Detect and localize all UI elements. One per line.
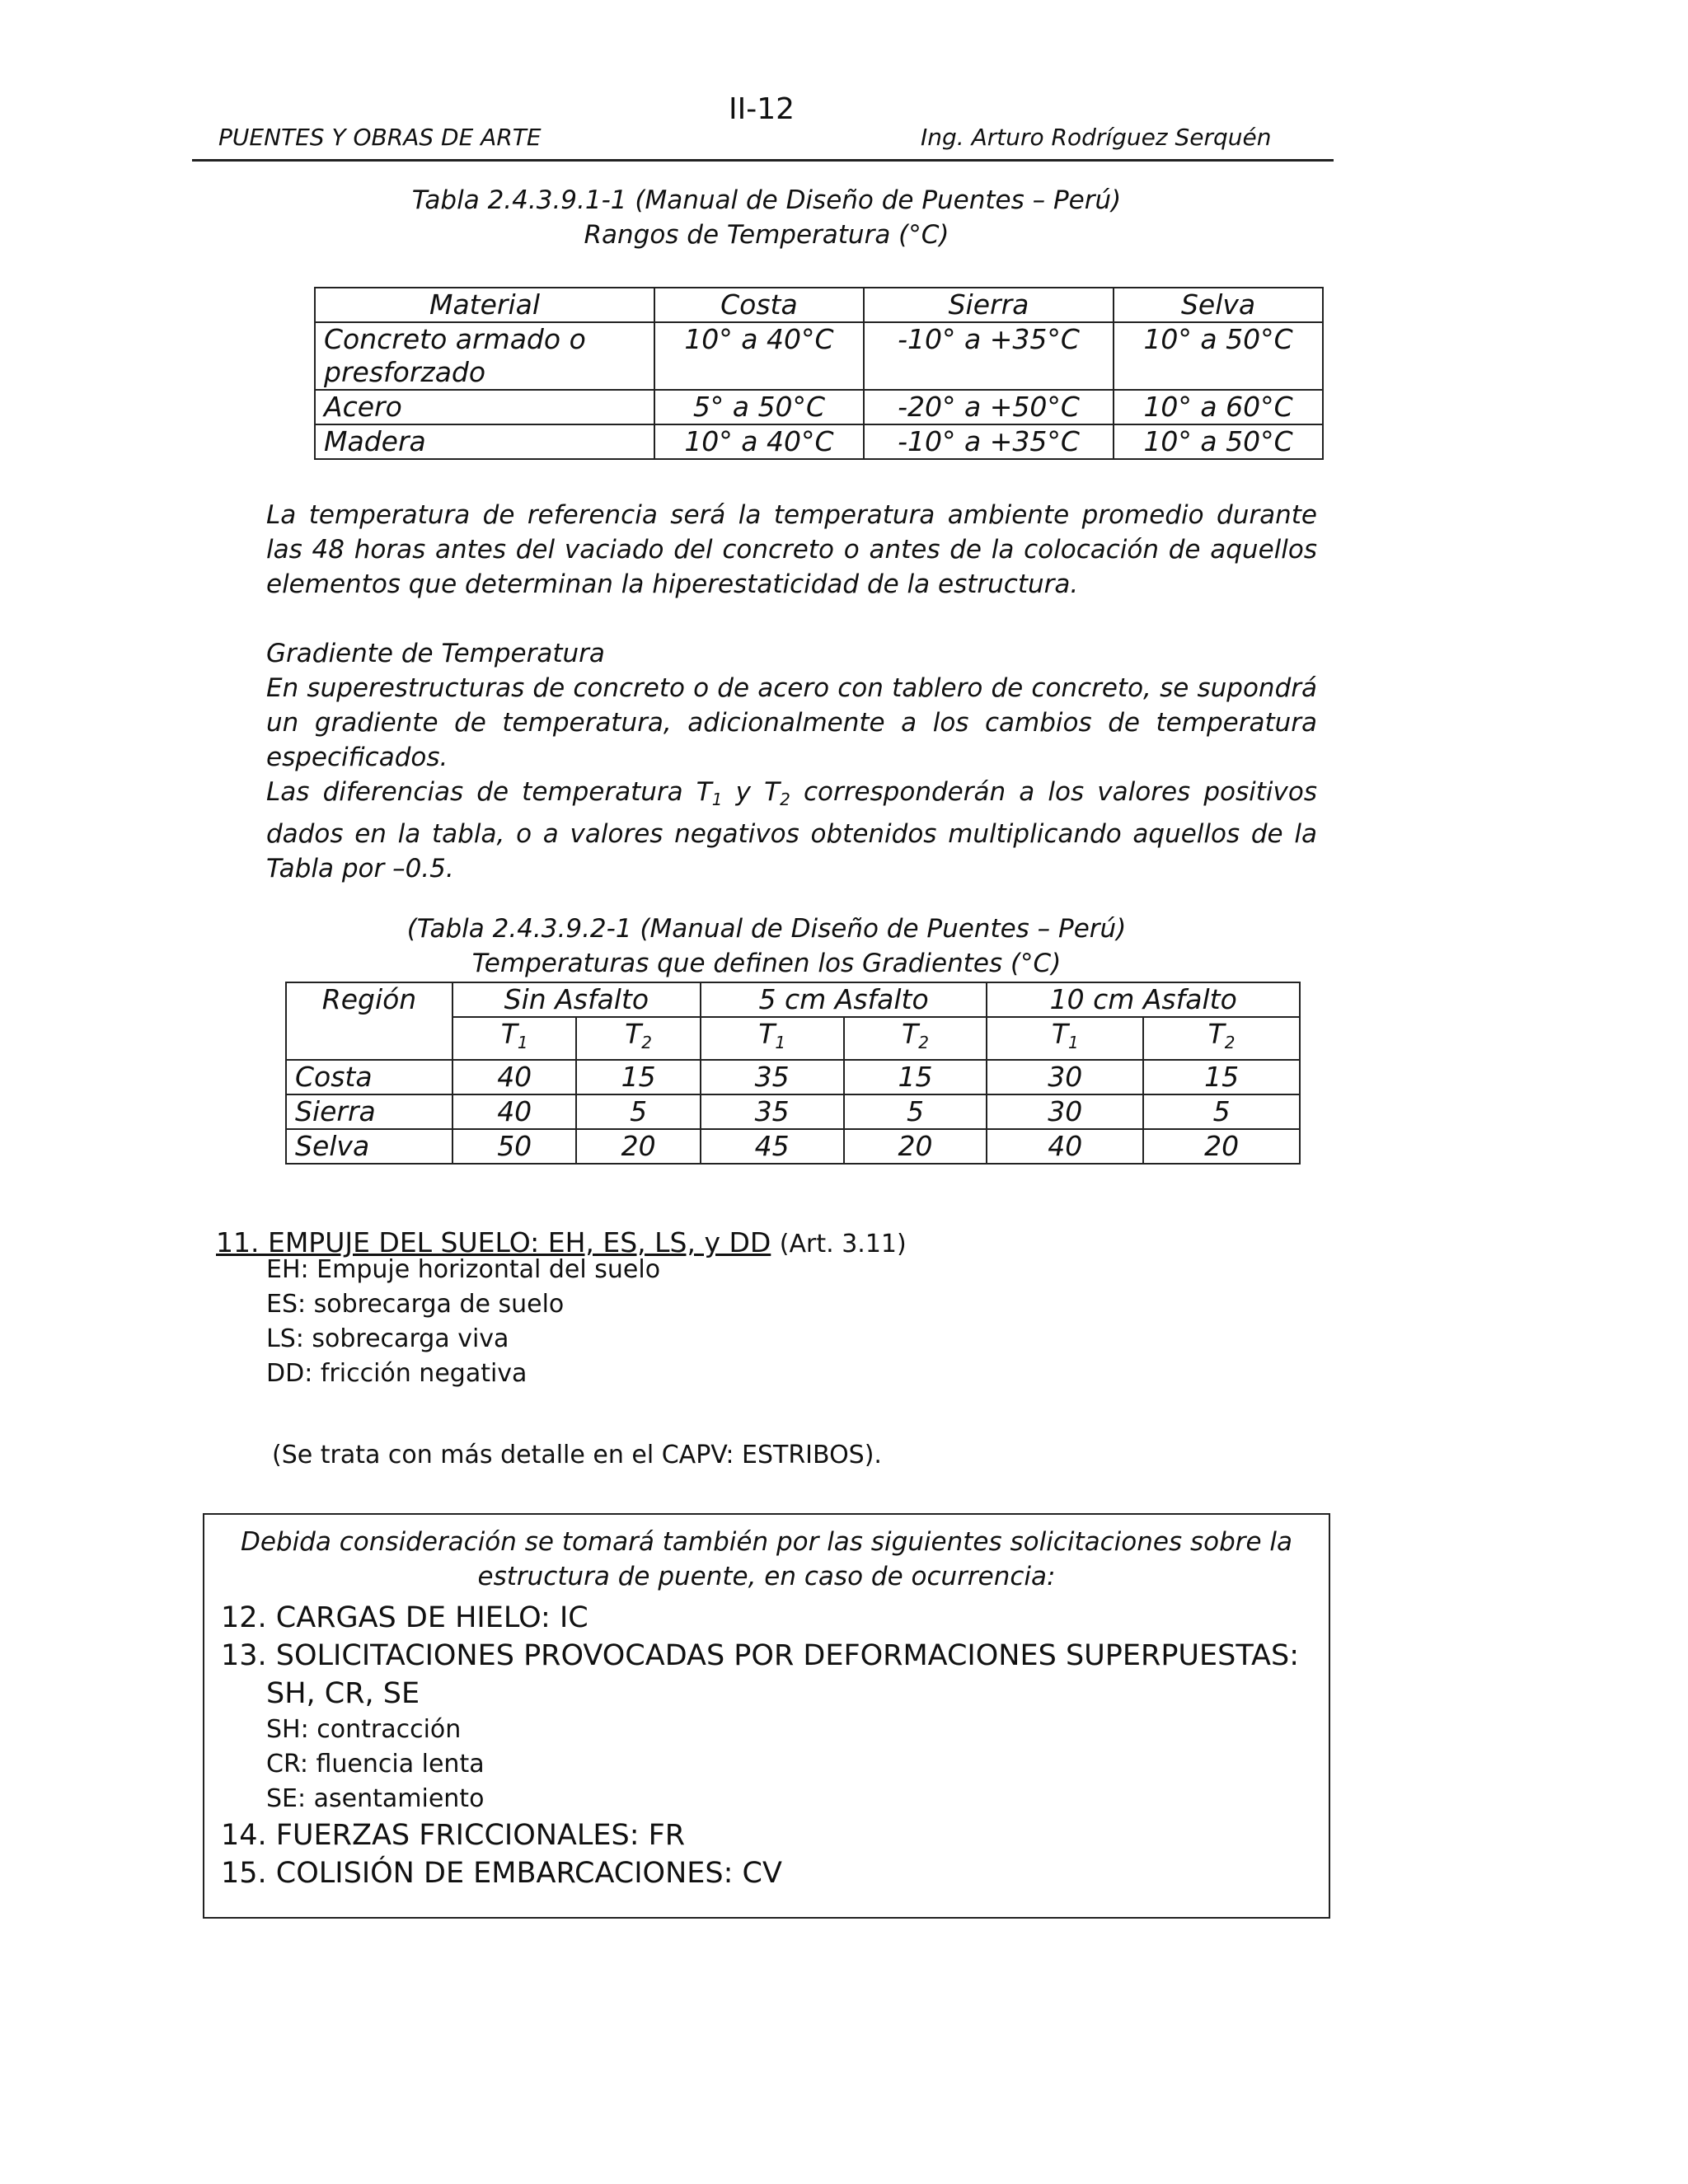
table-cell: -20° a +50°C: [864, 390, 1114, 424]
table-cell: 10° a 50°C: [1114, 322, 1323, 390]
table-row: [315, 322, 1323, 390]
table-cell-region: Selva: [286, 1129, 452, 1164]
subscript: 1: [775, 1033, 786, 1052]
header-book-title: PUENTES Y OBRAS DE ARTE: [218, 124, 542, 151]
material-line: presforzado: [324, 356, 486, 388]
material-line: Concreto armado o: [324, 323, 586, 355]
box-item-15: 15. COLISIÓN DE EMBARCACIONES: CV: [221, 1857, 782, 1890]
table-header-row: [315, 288, 1323, 322]
table-cell: 10° a 40°C: [654, 322, 864, 390]
table-row: [286, 1129, 1300, 1164]
page-number: II-12: [728, 92, 795, 126]
box-item-13-codes: SH, CR, SE: [266, 1677, 420, 1710]
header-author: Ing. Arturo Rodríguez Serquén: [921, 124, 1272, 151]
table-cell: 5° a 50°C: [654, 390, 864, 424]
table-row: [315, 424, 1323, 459]
table-subheader-t1: [701, 1017, 844, 1060]
table-cell: 30: [987, 1060, 1143, 1094]
table-row: [315, 390, 1323, 424]
subscript: 1: [517, 1033, 528, 1052]
table-header-region: Región: [286, 982, 452, 1060]
reference-temperature-paragraph: [266, 498, 1317, 602]
table-cell: 40: [987, 1129, 1143, 1164]
table-cell: 10° a 60°C: [1114, 390, 1323, 424]
table1-caption: [0, 183, 1533, 252]
table2-caption-line1: (Tabla 2.4.3.9.2-1 (Manual de Diseño de Puentes – Perú): [406, 914, 1127, 944]
list-item: EH: Empuje horizontal del suelo: [266, 1255, 661, 1284]
table-cell-material: Madera: [315, 424, 654, 459]
table2-caption-line2: Temperaturas que definen los Gradientes (°C): [471, 949, 1062, 978]
list-item: LS: sobrecarga viva: [266, 1324, 509, 1353]
table-header-cell: Material: [315, 288, 654, 322]
table-subheader-t1: [987, 1017, 1143, 1060]
header-rule: [192, 159, 1334, 162]
table-header-cell: Costa: [654, 288, 864, 322]
t-label: T: [758, 1018, 776, 1050]
section-11-list: [266, 1253, 660, 1391]
subscript: 2: [1224, 1033, 1236, 1052]
table-cell: 20: [844, 1129, 987, 1164]
table-cell: 15: [844, 1060, 987, 1094]
table-cell: 45: [701, 1129, 844, 1164]
table-cell: 40: [452, 1060, 576, 1094]
table-cell: 20: [1143, 1129, 1300, 1164]
table-cell: -10° a +35°C: [864, 322, 1114, 390]
paragraph-text: La temperatura de referencia será la temperatura ambiente promedio durante las 48 horas antes del vaciado del concreto o antes de la colocación de aquellos elementos que determinan la hiperestaticidad de la estructura.: [266, 500, 1317, 599]
table-cell-material: Acero: [315, 390, 654, 424]
gradient-title: Gradiente de Temperatura: [266, 639, 605, 668]
t-label: T: [902, 1018, 919, 1050]
box-item-14: 14. FUERZAS FRICCIONALES: FR: [221, 1819, 686, 1852]
table-subheader-t2: [844, 1017, 987, 1060]
table-cell: 35: [701, 1060, 844, 1094]
box-sub-item: SH: contracción: [266, 1715, 462, 1744]
table-row: [286, 1094, 1300, 1129]
t-label: T: [500, 1018, 518, 1050]
table-header-cell: Sierra: [864, 288, 1114, 322]
gradient-section: [266, 636, 1317, 886]
box-intro: [204, 1525, 1329, 1594]
box-sub-item: CR: fluencia lenta: [266, 1750, 485, 1779]
table-cell: 5: [844, 1094, 987, 1129]
table-subheader-t2: [1143, 1017, 1300, 1060]
table-subheader-t2: [576, 1017, 700, 1060]
table-cell-material: [315, 322, 654, 390]
section-11-note: (Se trata con más detalle en el CAPV: ESTRIBOS).: [272, 1441, 882, 1469]
subscript: 1: [1067, 1033, 1079, 1052]
gradient-text2-c: corresponderán a los valores positivos dados en la tabla, o a valores negativos obtenidos multiplicando aquellos de la Tabla por –0.5.: [266, 777, 1317, 883]
table-cell: 20: [576, 1129, 700, 1164]
table-cell: 10° a 40°C: [654, 424, 864, 459]
table-cell: 30: [987, 1094, 1143, 1129]
t-label: T: [1051, 1018, 1068, 1050]
subscript: 2: [641, 1033, 653, 1052]
table2-caption: [0, 912, 1533, 981]
table-header-cell: Selva: [1114, 288, 1323, 322]
subscript: 2: [780, 790, 790, 809]
gradient-temperature-table: [285, 982, 1301, 1165]
list-item: DD: fricción negativa: [266, 1359, 528, 1388]
table-cell-region: Sierra: [286, 1094, 452, 1129]
subscript: 2: [918, 1033, 929, 1052]
table-cell: 5: [576, 1094, 700, 1129]
table-cell: 15: [576, 1060, 700, 1094]
table-header-row: [286, 982, 1300, 1017]
t-label: T: [625, 1018, 642, 1050]
gradient-text2-b: y T: [722, 777, 781, 807]
table-cell: 35: [701, 1094, 844, 1129]
table1-caption-line2: Rangos de Temperatura (°C): [584, 220, 950, 250]
table-cell: 5: [1143, 1094, 1300, 1129]
list-item: ES: sobrecarga de suelo: [266, 1290, 565, 1319]
box-sub-item: SE: asentamiento: [266, 1784, 485, 1813]
section-11-reference: (Art. 3.11): [779, 1230, 907, 1258]
table-cell: 40: [452, 1094, 576, 1129]
table-header-group: 10 cm Asfalto: [987, 982, 1300, 1017]
table-cell: -10° a +35°C: [864, 424, 1114, 459]
section-11-title: 11. EMPUJE DEL SUELO: EH, ES, LS, y DD: [216, 1226, 771, 1258]
table-header-group: 5 cm Asfalto: [701, 982, 987, 1017]
gradient-text2-a: Las diferencias de temperatura T: [266, 777, 712, 807]
table-cell: 15: [1143, 1060, 1300, 1094]
table-cell-region: Costa: [286, 1060, 452, 1094]
other-loads-box: [203, 1513, 1330, 1919]
table-subheader-t1: [452, 1017, 576, 1060]
temperature-range-table: [314, 287, 1324, 460]
box-item-12: 12. CARGAS DE HIELO: IC: [221, 1601, 588, 1634]
gradient-text1: En superestructuras de concreto o de acero con tablero de concreto, se supondrá un gradiente de temperatura, adicionalmente a los cambios de temperatura especificados.: [266, 673, 1317, 772]
box-intro-line1: Debida consideración se tomará también por las siguientes solicitaciones sobre la: [240, 1527, 1293, 1557]
table-cell: 10° a 50°C: [1114, 424, 1323, 459]
box-intro-line2: estructura de puente, en caso de ocurrencia:: [477, 1562, 1056, 1591]
subscript: 1: [711, 790, 723, 809]
gradient-text2: [266, 775, 1317, 886]
table-header-group: Sin Asfalto: [452, 982, 701, 1017]
table1-caption-line1: Tabla 2.4.3.9.1-1 (Manual de Diseño de Puentes – Perú): [411, 185, 1122, 215]
table-cell: 50: [452, 1129, 576, 1164]
t-label: T: [1207, 1018, 1225, 1050]
box-item-13: 13. SOLICITACIONES PROVOCADAS POR DEFORMACIONES SUPERPUESTAS:: [221, 1639, 1299, 1672]
table-row: [286, 1060, 1300, 1094]
